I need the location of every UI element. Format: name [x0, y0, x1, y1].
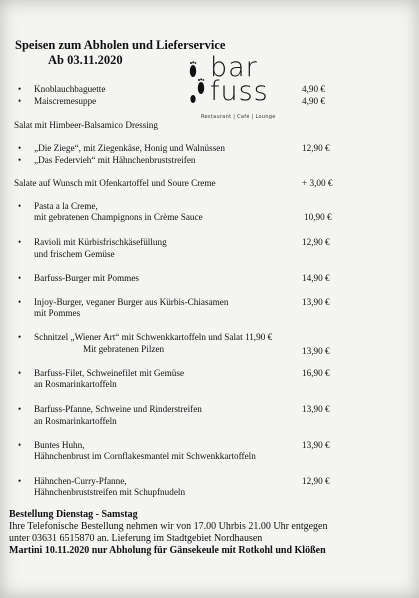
- price-curry-pfanne: 12,90 €: [302, 476, 330, 486]
- bullet-icon: •: [18, 84, 22, 94]
- price-injoy-burger: 13,90 €: [302, 297, 330, 307]
- bullet-icon: •: [18, 440, 22, 450]
- item-schnitzel-line1: Schnitzel „Wiener Art“ mit Schwenkkartoffeln und Salat 11,90 €: [34, 332, 273, 342]
- item-das-federvieh: „Das Federvieh“ mit Hähnchenbruststreifen: [34, 155, 196, 165]
- item-schnitzel-line2: Mit gebratenen Pilzen: [83, 344, 165, 354]
- bullet-icon: •: [18, 96, 22, 106]
- footprints-icon: [187, 60, 207, 104]
- price-salat-extra: + 3,00 €: [302, 178, 333, 188]
- bullet-icon: •: [18, 476, 22, 486]
- price-knoblauchbaguette: 4,90 €: [302, 84, 325, 94]
- bullet-icon: •: [18, 237, 22, 247]
- logo-bar-text: bar: [210, 52, 258, 83]
- item-barfuss-filet-line2: an Rosmarinkartoffeln: [34, 379, 117, 389]
- price-schnitzel: 13,90 €: [302, 346, 330, 356]
- bullet-icon: •: [18, 155, 22, 165]
- logo-tagline: Restaurant | Café | Lounge: [201, 114, 276, 120]
- item-maiscremesuppe: Maiscremesuppe: [34, 96, 97, 106]
- item-pasta-line2: mit gebratenen Champignons in Crème Sauce: [34, 212, 203, 222]
- item-die-ziege: „Die Ziege“, mit Ziegenkäse, Honig und Walnüssen: [34, 143, 225, 153]
- bullet-icon: •: [18, 143, 22, 153]
- bullet-icon: •: [18, 297, 22, 307]
- price-buntes-huhn: 13,90 €: [302, 440, 330, 450]
- item-knoblauchbaguette: Knoblauchbaguette: [34, 84, 106, 94]
- footer-order-days: Bestellung Dienstag - Samstag: [9, 509, 138, 520]
- item-barfuss-pfanne-line2: an Rosmarinkartoffeln: [34, 416, 117, 426]
- price-barfuss-burger: 14,90 €: [302, 273, 330, 283]
- price-ravioli: 12,90 €: [302, 237, 330, 247]
- item-buntes-huhn-line1: Buntes Huhn,: [34, 440, 85, 450]
- item-salat-extra: Salate auf Wunsch mit Ofenkartoffel und Soure Creme: [14, 178, 216, 188]
- bullet-icon: •: [18, 368, 22, 378]
- footer-phone-hours: Ihre Telefonische Bestellung nehmen wir von 17.00 Uhrbis 21.00 Uhr entgegen: [9, 521, 328, 532]
- item-curry-pfanne-line2: Hähnchenbruststreifen mit Schupfnudeln: [34, 487, 186, 497]
- bullet-icon: •: [18, 332, 22, 342]
- footer-phone-number: unter 03631 6515870 an. Lieferung im Stadtgebiet Nordhausen: [9, 533, 263, 544]
- price-pasta: 10,90 €: [304, 212, 332, 222]
- item-ravioli-line2: und frischem Gemüse: [34, 249, 115, 259]
- page-subtitle: Ab 03.11.2020: [48, 53, 123, 67]
- bullet-icon: •: [18, 404, 22, 414]
- item-barfuss-pfanne-line1: Barfuss-Pfanne, Schweine und Rinderstreifen: [34, 404, 202, 414]
- page-title: Speisen zum Abholen und Lieferservice: [15, 38, 226, 52]
- item-injoy-burger-line1: Injoy-Burger, veganer Burger aus Kürbis-Chiasamen: [34, 297, 229, 307]
- barfuss-logo: [187, 52, 287, 126]
- item-buntes-huhn-line2: Hähnchenbrust im Cornflakesmantel mit Schwenkkartoffeln: [34, 451, 256, 461]
- price-die-ziege: 12,90 €: [302, 143, 330, 153]
- item-pasta-line1: Pasta a la Creme,: [34, 201, 98, 211]
- item-ravioli-line1: Ravioli mit Kürbisfrischkäsefüllung: [34, 237, 167, 247]
- item-curry-pfanne-line1: Hähnchen-Curry-Pfanne,: [34, 476, 127, 486]
- bullet-icon: •: [18, 201, 22, 211]
- bullet-icon: •: [18, 273, 22, 283]
- price-barfuss-pfanne: 13,90 €: [302, 404, 330, 414]
- logo-fuss-text: fuss: [210, 76, 269, 107]
- price-barfuss-filet: 16,90 €: [302, 368, 330, 378]
- footer-martini-note: Martini 10.11.2020 nur Abholung für Gänsekeule mit Rotkohl und Klößen: [9, 545, 326, 556]
- item-barfuss-filet-line1: Barfuss-Filet, Schweinefilet mit Gemüse: [34, 368, 185, 378]
- section-salat-heading: Salat mit Himbeer-Balsamico Dressing: [14, 120, 158, 130]
- price-maiscremesuppe: 4,90 €: [302, 96, 325, 106]
- item-barfuss-burger: Barfuss-Burger mit Pommes: [34, 273, 139, 283]
- item-injoy-burger-line2: mit Pommes: [34, 308, 81, 318]
